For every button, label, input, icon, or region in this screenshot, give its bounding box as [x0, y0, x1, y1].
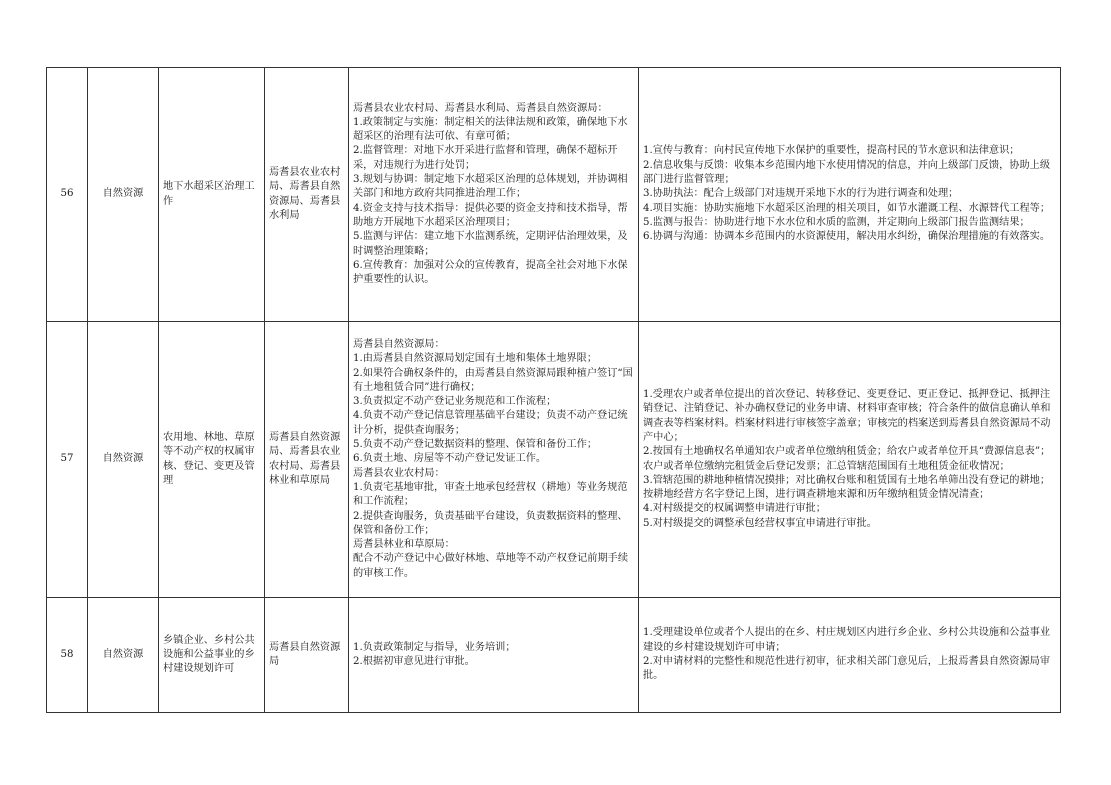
- duty-line: 4.资金支持与技术指导：提供必要的资金支持和技术指导，帮助地方开展地下水超采区治理项目；: [353, 202, 628, 228]
- category-cell: 自然资源: [88, 598, 159, 713]
- duty-line: 1.由焉耆县自然资源局划定国有土地和集体土地界限；: [353, 353, 598, 365]
- duty-line: 1.受理建设单位或者个人提出的在乡、村庄规划区内进行乡企业、乡村公共设施和公益事业建设的乡村建设规划许可申请；: [643, 627, 1051, 653]
- duty-line: 6.协调与沟通：协调本乡范围内的水资源使用，解决用水纠纷，确保治理措施的有效落实。: [643, 231, 1051, 243]
- county-duties-cell: [349, 598, 639, 713]
- duty-line: 5.负责不动产登记数据资料的整理、保管和备份工作；: [353, 439, 598, 451]
- duty-line: 配合不动产登记中心做好林地、草地等不动产权登记前期手续的审核工作。: [353, 553, 629, 579]
- county-duties-cell: [349, 322, 639, 598]
- table-row: [47, 68, 1061, 322]
- item-cell: 农用地、林地、草原等不动产权的权属审核、登记、变更及管理: [159, 322, 265, 598]
- duty-line: 焉耆县自然资源局：: [353, 338, 445, 350]
- township-duties-cell: [639, 598, 1061, 713]
- duty-line: 2.如果符合确权条件的，由焉耆县自然资源局跟种植户签订“国有土地租赁合同”进行确权；: [353, 367, 633, 393]
- duty-table: [46, 67, 1061, 713]
- duty-line: 4.对村级提交的权属调整申请进行审批；: [643, 503, 826, 515]
- duty-line: 1.负责政策制定与指导，业务培训；: [353, 641, 516, 653]
- department-cell: 焉耆县自然资源局: [265, 598, 349, 713]
- category-cell: 自然资源: [88, 322, 159, 598]
- item-cell: 乡镇企业、乡村公共设施和公益事业的乡村建设规划许可: [159, 598, 265, 713]
- county-duties-cell: [349, 68, 639, 322]
- duty-line: 1.宣传与教育：向村民宣传地下水保护的重要性，提高村民的节水意识和法律意识；: [643, 145, 1020, 157]
- duty-line: 3.协助执法：配合上级部门对违规开采地下水的行为进行调查和处理；: [643, 188, 959, 200]
- duty-line: 3.负责拟定不动产登记业务规范和工作流程；: [353, 396, 557, 408]
- duty-line: 4.负责不动产登记信息管理基础平台建设；负责不动产登记统计分析，提供查询服务；: [353, 410, 628, 436]
- duty-line: 5.对村级提交的调整承包经营权事宜申请进行审批。: [643, 517, 877, 529]
- table-row: [47, 322, 1061, 598]
- duty-line: 4.项目实施：协助实施地下水超采区治理的相关项目，如节水灌溉工程、水源替代工程等；: [643, 202, 1051, 214]
- duty-line: 5.监测与报告：协助进行地下水水位和水质的监测，并定期向上级部门报告监测结果；: [643, 216, 1030, 228]
- duty-line: 焉耆县农业农村局、焉耆县水利局、焉耆县自然资源局：: [353, 102, 608, 114]
- department-cell: 焉耆县农业农村局、焉耆县自然资源局、焉耆县水利局: [265, 68, 349, 322]
- duty-line: 6.负责土地、房屋等不动产登记发证工作。: [353, 453, 547, 465]
- duty-line: 2.提供查询服务，负责基础平台建设，负责数据资料的整理、保管和备份工作；: [353, 510, 628, 536]
- duty-line: 2.监督管理：对地下水开采进行监督和管理，确保不超标开采，对违规行为进行处罚；: [353, 145, 618, 171]
- duty-line: 2.信息收集与反馈：收集本乡范围内地下水使用情况的信息，并向上级部门反馈，协助上级部门进行监督管理；: [643, 159, 1051, 186]
- item-cell: 地下水超采区治理工作: [159, 68, 265, 322]
- duty-line: 2.按国有土地确权名单通知农户或者单位缴纳租赁金；给农户或者单位开具“费源信息表”；农户或者单位缴纳完租赁金后登记发票；汇总管辖范围国有土地租赁金征收情况；: [643, 446, 1051, 472]
- township-duties-cell: [639, 68, 1061, 322]
- duty-line: 2.对申请材料的完整性和规范性进行初审，征求相关部门意见后，上报焉耆县自然资源局审批。: [643, 656, 1051, 682]
- duty-line: 2.根据初审意见进行审批。: [353, 656, 475, 667]
- duty-line: 3.管辖范围的耕地种植情况摸排；对比确权台账和租赁国有土地名单筛出没有登记的耕地；按耕地经营方名字登记上图，进行调查耕地来源和历年缴纳租赁金情况清查；: [643, 474, 1051, 501]
- row-number: 58: [47, 598, 88, 713]
- duty-line: 1.负责宅基地审批，审查土地承包经营权（耕地）等业务规范和工作流程；: [353, 481, 628, 508]
- category-cell: 自然资源: [88, 68, 159, 322]
- township-duties-cell: [639, 322, 1061, 598]
- duty-line: 6.宣传教育：加强对公众的宣传教育，提高全社会对地下水保护重要性的认识。: [353, 259, 628, 286]
- duty-line: 焉耆县农业农村局：: [353, 467, 445, 479]
- duty-line: 3.规划与协调：制定地下水超采区治理的总体规划，并协调相关部门和地方政府共同推进治理工作；: [353, 174, 628, 200]
- row-number: 57: [47, 322, 88, 598]
- duty-line: 焉耆县林业和草原局：: [353, 539, 455, 551]
- table-row: [47, 598, 1061, 713]
- duty-line: 5.监测与评估：建立地下水监测系统，定期评估治理效果，及时调整治理策略；: [353, 231, 628, 257]
- department-cell: 焉耆县自然资源局、焉耆县农业农村局、焉耆县林业和草原局: [265, 322, 349, 598]
- duty-line: 1.受理农户或者单位提出的首次登记、转移登记、变更登记、更正登记、抵押登记、抵押注销登记、注销登记、补办确权登记的业务申请、材料审查审核；符合条件的做信息确认单和调查表等档案材料。档案材料进行审核签字盖章；审核完的档案送到焉耆县自然资源局不动产中心；: [643, 389, 1051, 443]
- row-number: 56: [47, 68, 88, 322]
- duty-line: 1.政策制定与实施：制定相关的法律法规和政策，确保地下水超采区的治理有法可依、有章可循；: [353, 116, 628, 143]
